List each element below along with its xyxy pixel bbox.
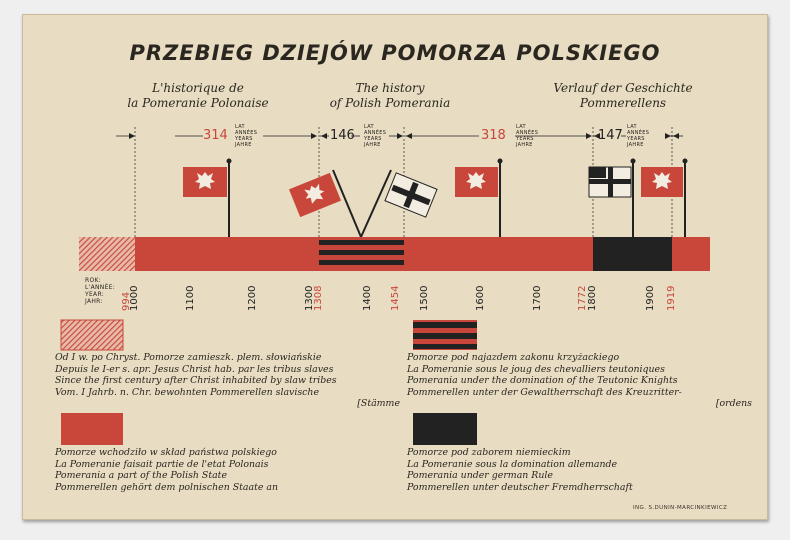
legend-text-line: Pommerellen gehört dem polnischen Staate an xyxy=(55,481,279,493)
year-tick-label: 1200 xyxy=(247,285,258,311)
red-swatch xyxy=(61,413,123,445)
legend-text-line: La Pomeranie faisait partie de l'etat Polonais xyxy=(55,458,269,470)
legend-text-line: Pomerania under german Rule xyxy=(407,470,553,481)
subtitle-english: The history of Polish Pomerania xyxy=(329,81,451,110)
page-title: PRZEBIEG DZIEJÓW POMORZA POLSKIEGO xyxy=(129,41,661,65)
legend-text-line: Pomorze pod zaborem niemieckim xyxy=(407,447,571,458)
year-tick-label: 1300 xyxy=(304,285,315,311)
year-tick-label: 994 xyxy=(121,291,132,311)
duration-unit-label: LAT ANNÉES YEARS JAHRE xyxy=(364,124,387,148)
year-tick-label: 1308 xyxy=(313,285,324,311)
legend-text-line: Pomerania under the domination of the Teutonic Knights xyxy=(407,375,678,386)
year-tick-label: 1454 xyxy=(390,285,401,311)
legend-text-line: Depuis le I-er s. apr. Jesus Christ hab. par les tribus slaves xyxy=(55,363,334,375)
subtitle-french: L'historique de la Pomeranie Polonaise xyxy=(127,81,269,110)
striped-black-swatch xyxy=(413,320,477,350)
legend-text-line: Pomorze wchodziło w skład państwa polskiego xyxy=(55,447,277,458)
polish-flag-2 xyxy=(455,167,498,197)
year-tick-label: 1100 xyxy=(185,285,196,311)
year-axis-label: ROK: L'ANNÉE: YEAR: JAHR: xyxy=(85,277,116,305)
black-swatch xyxy=(413,413,477,445)
year-tick-label: 1919 xyxy=(666,285,677,311)
year-tick-label: 1600 xyxy=(475,285,486,311)
legend-entry xyxy=(55,352,400,410)
legend-text-line: Pomerania a part of the Polish State xyxy=(55,470,227,481)
year-tick-label: 1400 xyxy=(362,285,373,311)
legend-text-line: Since the first century after Christ inhabited by slaw tribes xyxy=(55,375,337,386)
legend-text-line: Pomorze pod najazdem zakonu krzyżackiego xyxy=(407,352,620,363)
timeline-graphic xyxy=(23,15,767,519)
duration-value: 314 xyxy=(203,128,228,143)
postcard xyxy=(22,14,768,520)
subtitle-german: Verlauf der Geschichte Pommerellens xyxy=(553,81,693,110)
year-tick-label: 1500 xyxy=(419,285,430,311)
polish-flag-3 xyxy=(641,167,683,197)
hatched-red-swatch xyxy=(61,320,123,350)
german-flag xyxy=(589,167,631,197)
legend-text-line: Od I w. po Chryst. Pomorze zamieszk. plem. słowiańskie xyxy=(55,352,322,363)
legend-text-line: Vom. I Jahrb. n. Chr. bewohnten Pommerellen slavische xyxy=(55,386,319,398)
polish-flag-1 xyxy=(183,167,227,197)
duration-value: 146 xyxy=(330,128,355,143)
legend-text-line: [ordens xyxy=(715,398,752,409)
year-tick-label: 1900 xyxy=(645,285,656,311)
legend-text-line: La Pomeranie sous la domination allemande xyxy=(407,458,618,470)
year-tick-label: 1700 xyxy=(532,285,543,311)
legend-text-line: La Pomeranie sous le joug des chevalliers teutoniques xyxy=(407,363,665,375)
polish-flag-tilted xyxy=(289,173,341,217)
duration-unit-label: LAT ANNÉES YEARS JAHRE xyxy=(627,124,650,148)
legend-entry xyxy=(407,447,633,493)
timeline-bar xyxy=(79,237,710,271)
duration-value: 147 xyxy=(598,128,623,143)
legend-text-line: Pommerellen unter der Gewaltherrschaft des Kreuzritter- xyxy=(407,386,682,398)
legend-entry xyxy=(55,447,278,493)
duration-unit-label: LAT ANNÉES YEARS JAHRE xyxy=(516,124,539,148)
year-tick-label: 1000 xyxy=(129,285,140,311)
year-tick-label: 1772 xyxy=(577,285,588,311)
signature: ING. S.DUNIN-MARCINKIEWICZ xyxy=(633,505,728,511)
teutonic-flag xyxy=(385,173,437,217)
duration-value: 318 xyxy=(481,128,506,143)
legend-text-line: [Stämme xyxy=(357,398,400,409)
year-tick-label: 1800 xyxy=(587,285,598,311)
legend-text-line: Pommerellen unter deutscher Fremdherrschaft xyxy=(407,481,633,493)
legend-entry xyxy=(407,352,752,410)
duration-unit-label: LAT ANNÉES YEARS JAHRE xyxy=(235,124,258,148)
